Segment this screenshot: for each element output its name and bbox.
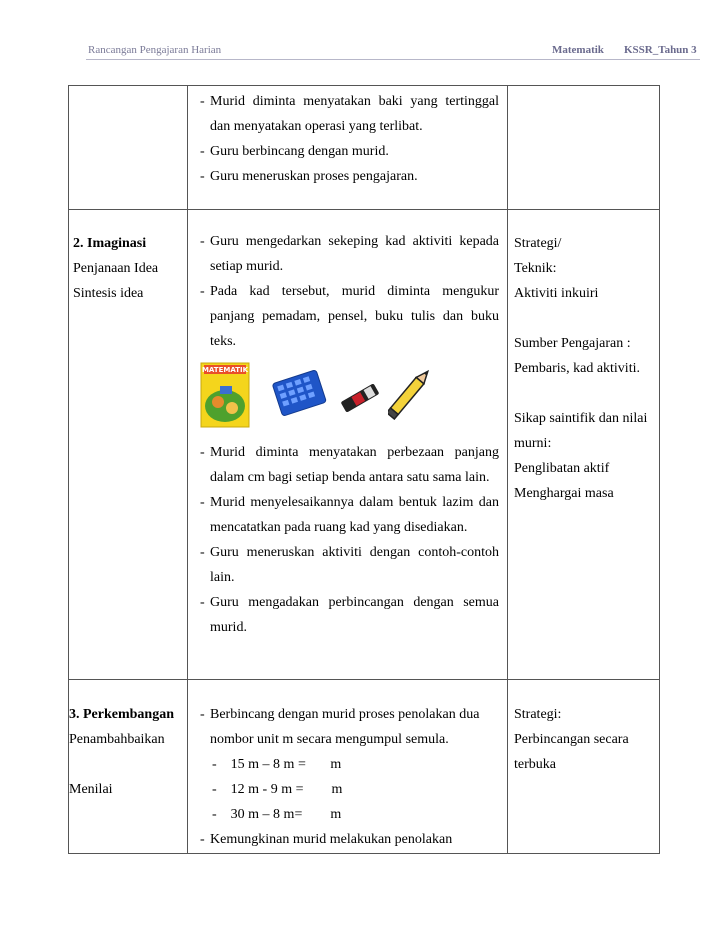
stage-subtitle: Sintesis idea [73,286,144,301]
eraser-image [337,384,383,412]
note-text: Sumber Pengajaran : [514,336,631,351]
list-item: - Berbincang dengan murid proses penolakan dua nombor unit m secara mengumpul semula. [200,707,480,747]
note-text: Sikap saintifik dan nilai [514,411,648,426]
notes-cell [508,680,660,854]
header-class-code: KSSR_Tahun 3 [624,44,697,56]
activity-cell [188,680,508,854]
table-row [69,680,660,854]
stage-cell [69,680,188,854]
list-item: - Guru berbincang dengan murid. [200,144,389,159]
note-text: terbuka [514,757,556,772]
note-text: Menghargai masa [514,486,614,501]
stage-cell [69,86,188,210]
header-doc-title: Rancangan Pengajaran Harian [88,44,222,56]
stage-title: 2. Imaginasi [73,236,147,251]
subtraction-example: - 12 m - 9 m = m [212,782,343,797]
list-item: - Murid menyelesaikannya dalam bentuk lazim dan mencatatkan pada ruang kad yang disediakan. [200,495,499,535]
pencil-image [388,358,438,420]
stage-subtitle: Penjanaan Idea [73,261,159,276]
note-text: Strategi/ [514,236,562,251]
textbook-image [200,362,250,428]
list-item: - Pada kad tersebut, murid diminta mengukur panjang pemadam, pensel, buku tulis dan buku teks. [200,284,499,349]
list-item: - Guru mengadakan perbincangan dengan semua murid. [200,595,499,635]
textbook-title: MATEMATIK [201,366,249,374]
activity-cell [188,86,508,210]
activity-images [200,354,499,440]
subtraction-example: - 15 m – 8 m = m [212,757,342,772]
list-item: - Guru meneruskan aktiviti dengan contoh-contoh lain. [200,545,499,585]
subtraction-example: - 30 m – 8 m= m [212,807,342,822]
note-text: Penglibatan aktif [514,461,610,476]
list-item: - Murid diminta menyatakan perbezaan panjang dalam cm bagi setiap benda antara satu sama lain. [200,445,499,485]
table-row [69,210,660,680]
note-text: Pembaris, kad aktiviti. [514,361,640,376]
header-subject: Matematik [552,44,604,56]
stage-cell [69,210,188,680]
notes-cell [508,86,660,210]
note-text [514,381,655,406]
lesson-plan-table [68,85,660,854]
notes-cell [508,210,660,680]
table-row [69,86,660,210]
stage-label [69,752,187,777]
list-item: - Kemungkinan murid melakukan penolakan [200,832,453,847]
note-text: Teknik: [514,261,557,276]
list-item: - Guru mengedarkan sekeping kad aktiviti kepada setiap murid. [200,234,499,274]
stage-label: Menilai [69,782,113,797]
header-rule [86,59,700,60]
stage-label: 3. Perkembangan [69,707,174,722]
note-text: Strategi: [514,707,562,722]
list-item: - Murid diminta menyatakan baki yang tertinggal dan menyatakan operasi yang terlibat. [200,94,499,134]
activity-cell [188,210,508,680]
calculator-image [270,368,328,416]
list-item: - Guru meneruskan proses pengajaran. [200,169,418,184]
stage-label: Penambahbaikan [69,732,165,747]
note-text: Perbincangan secara [514,732,629,747]
note-text: Aktiviti inkuiri [514,286,599,301]
note-text: murni: [514,436,552,451]
note-text [514,306,655,331]
